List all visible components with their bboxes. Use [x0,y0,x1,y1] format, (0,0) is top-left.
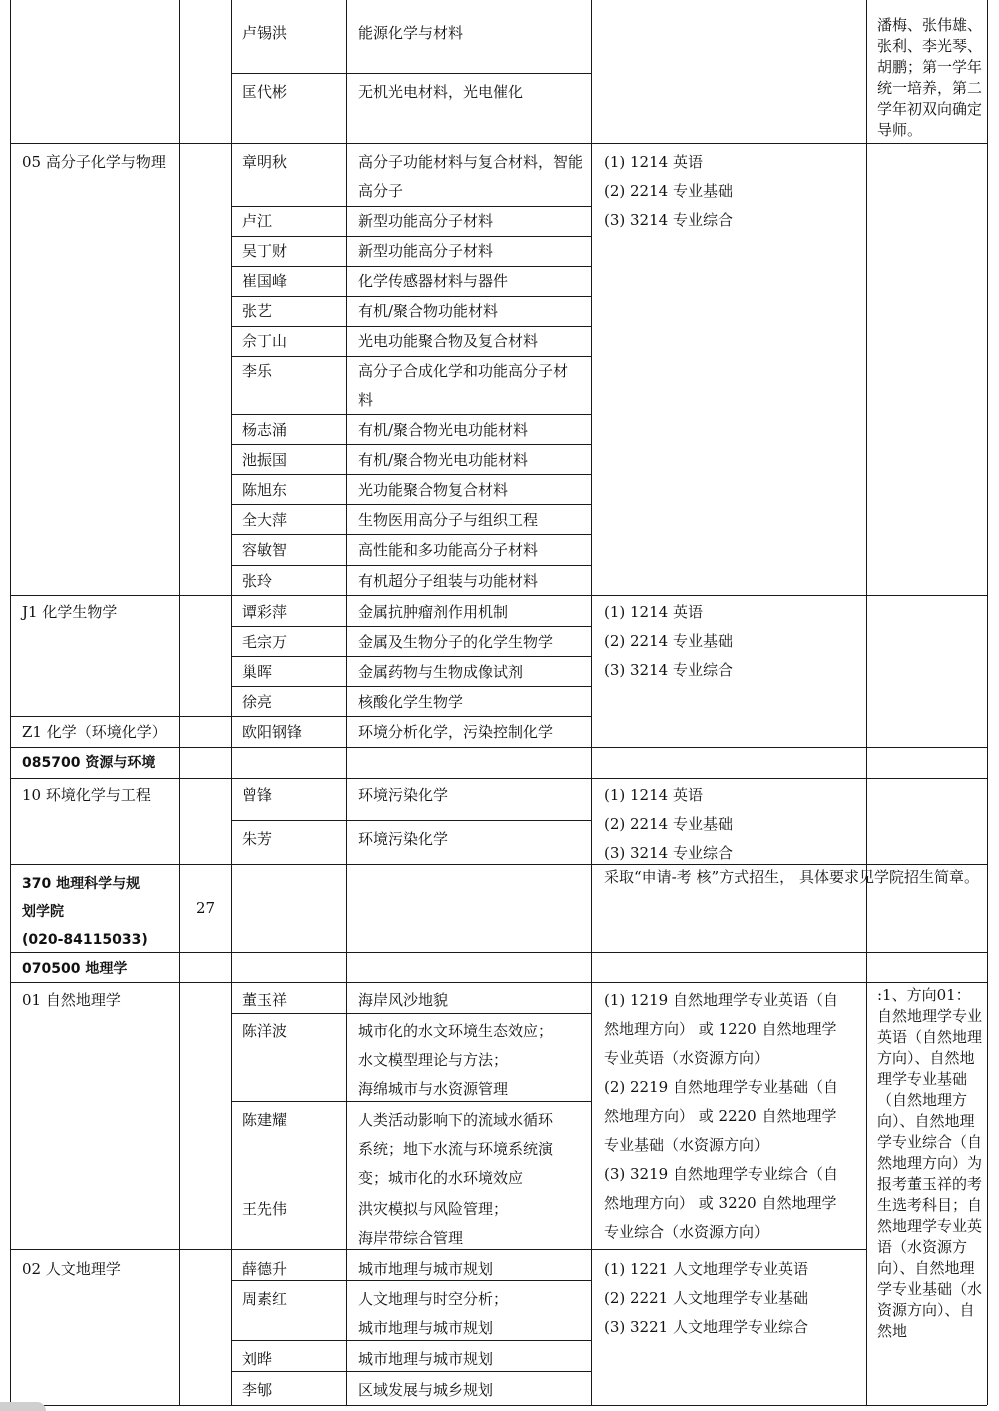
teacher-name: 容敏智 [242,541,288,559]
col-line-major-left [10,0,11,1405]
exam-subject: (1) 1214 英语 [604,603,703,621]
teacher-name: 周素红 [242,1290,288,1308]
school-name-line: 370 地理科学与规 [22,876,141,892]
research-direction-line: 系统；地下水流与环境系统演 [358,1140,554,1158]
research-direction: 环境污染化学 [358,830,449,848]
teacher-name: 谭彩萍 [242,603,288,621]
teacher-name: 池振国 [242,451,288,469]
row-line [10,747,987,748]
research-direction: 核酸化学生物学 [358,693,464,711]
teacher-name: 曾锋 [242,786,273,804]
remark-note: 潘梅、张伟雄、张利、李光琴、胡鹏；第一学年统一培养，第二学年初双向确定导师。 [877,16,983,139]
teacher-name: 欧阳钢锋 [242,723,303,741]
major-name: 01 自然地理学 [22,991,121,1009]
teacher-name: 陈旭东 [242,481,288,499]
research-direction: 金属及生物分子的化学生物学 [358,633,554,651]
school-name-line: 划学院 [22,904,64,920]
exam-subject-line: (2) 2219 自然地理学专业基础（自 [604,1078,838,1096]
teacher-name: 王先伟 [242,1200,288,1218]
row-line [10,778,987,779]
research-direction-line: 海绵城市与水资源管理 [358,1080,509,1098]
research-direction: 新型功能高分子材料 [358,212,494,230]
major-name: Z1 化学（环境化学） [22,723,167,741]
research-direction: 海岸风沙地貌 [358,991,449,1009]
teacher-name: 李郇 [242,1381,273,1399]
major-name: J1 化学生物学 [22,603,118,621]
exam-subject: (1) 1214 英语 [604,786,703,804]
research-direction: 化学传感器材料与器件 [358,272,509,290]
research-direction: 区域发展与城乡规划 [358,1381,494,1399]
col-line-right [987,0,988,1405]
teacher-name: 卢江 [242,212,273,230]
teacher-name: 卢锡洪 [242,24,288,42]
research-direction: 有机/聚合物功能材料 [358,302,499,320]
teacher-name: 章明秋 [242,153,288,171]
teacher-row-line [231,820,591,821]
teacher-name: 巢晖 [242,663,273,681]
exam-subject-line: 然地理方向） 或 2220 自然地理学 [604,1107,837,1125]
teacher-name: 薛德升 [242,1260,288,1278]
teacher-name: 董玉祥 [242,991,288,1009]
teacher-name: 徐亮 [242,693,273,711]
discipline-heading: 085700 资源与环境 [22,755,156,771]
teacher-name: 匡代彬 [242,83,288,101]
exam-subject-line: (3) 3219 自然地理学专业综合（自 [604,1165,838,1183]
research-direction: 新型功能高分子材料 [358,242,494,260]
teacher-name: 刘晔 [242,1350,273,1368]
research-direction: 环境分析化学，污染控制化学 [358,723,554,741]
research-direction: 环境污染化学 [358,786,449,804]
teacher-name: 李乐 [242,362,273,380]
research-direction: 城市地理与城市规划 [358,1350,494,1368]
research-direction: 光功能聚合物复合材料 [358,481,509,499]
exam-note: 采取“申请-考 核”方式招生， 具体要求见学院招生简章。 [604,868,979,886]
research-direction: 生物医用高分子与组织工程 [358,511,539,529]
research-direction-line: 变；城市化的水环境效应 [358,1169,524,1187]
research-direction: 能源化学与材料 [358,24,464,42]
exam-subject: (3) 3214 专业综合 [604,661,733,679]
research-direction-line: 城市化的水文环境生态效应； [358,1022,554,1040]
research-direction: 高分子功能材料与复合材料，智能高分子 [358,153,584,200]
research-direction: 有机/聚合物光电功能材料 [358,421,529,439]
exam-subject: (1) 1221 人文地理学专业英语 [604,1260,808,1278]
major-name: 10 环境化学与工程 [22,786,151,804]
teacher-name: 毛宗万 [242,633,288,651]
exam-subject: (2) 2214 专业基础 [604,182,733,200]
exam-subject-line: 专业基础（水资源方向） [604,1136,770,1154]
research-direction-line: 洪灾模拟与风险管理； [358,1200,509,1218]
research-direction: 无机光电材料，光电催化 [358,83,524,101]
teacher-row-line [231,565,591,566]
research-direction-line: 人类活动影响下的流域水循环 [358,1111,554,1129]
research-direction: 金属药物与生物成像试剂 [358,663,524,681]
school-phone: (020-84115033) [22,932,148,948]
col-line-note-left [866,0,867,1405]
teacher-name: 佘丁山 [242,332,288,350]
col-line-exam-left [591,0,592,1405]
row-line [10,1405,987,1406]
research-direction-line: 人文地理与时空分析； [358,1290,509,1308]
exam-subject-line: 然地理方向） 或 1220 自然地理学 [604,1020,837,1038]
research-direction: 有机超分子组装与功能材料 [358,572,539,590]
page-corner-shadow [0,1402,46,1411]
major-name: 05 高分子化学与物理 [22,153,166,171]
teacher-name: 崔国峰 [242,272,288,290]
teacher-name: 张玲 [242,572,273,590]
row-line [10,143,987,144]
exam-subject-line: 专业综合（水资源方向） [604,1223,770,1241]
teacher-name: 吴丁财 [242,242,288,260]
col-line-teacher-right [346,0,347,1405]
exam-subject: (3) 3214 专业综合 [604,844,733,862]
research-direction-line: 水文模型理论与方法； [358,1051,509,1069]
research-direction: 高分子合成化学和功能高分子材料 [358,362,569,409]
row-line [10,952,987,953]
research-direction-line: 海岸带综合管理 [358,1229,464,1247]
exam-subject: (1) 1214 英语 [604,153,703,171]
teacher-name: 陈洋波 [242,1022,288,1040]
exam-subject: (2) 2221 人文地理学专业基础 [604,1289,808,1307]
col-line-teacher-left [231,0,232,1405]
teacher-name: 朱芳 [242,830,273,848]
research-direction-line: 城市地理与城市规划 [358,1319,494,1337]
teacher-name: 张艺 [242,302,273,320]
teacher-name: 杨志涌 [242,421,288,439]
major-name: 02 人文地理学 [22,1260,121,1278]
row-line [10,716,591,717]
exam-subject: (2) 2214 专业基础 [604,632,733,650]
remark-note: :1、方向01：自然地理学专业英语（自然地理方向）、自然地理学专业基础（自然地理方向）、自然地理学专业综合（自然地理方向）为报考董玉祥的考生选考科目；自然地理学专业英语（水资源方向）、自然地理学专业基础（水资源方向）、自然地 [877,986,983,1340]
teacher-name: 陈建耀 [242,1111,288,1129]
exam-subject-line: 然地理方向） 或 3220 自然地理学 [604,1194,837,1212]
exam-subject: (3) 3221 人文地理学专业综合 [604,1318,808,1336]
exam-subject: (3) 3214 专业综合 [604,211,733,229]
exam-subject: (2) 2214 专业基础 [604,815,733,833]
research-direction: 金属抗肿瘤剂作用机制 [358,603,509,621]
research-direction: 有机/聚合物光电功能材料 [358,451,529,469]
teacher-name: 全大萍 [242,511,288,529]
exam-subject-line: 专业英语（水资源方向） [604,1049,770,1067]
research-direction: 高性能和多功能高分子材料 [358,541,539,559]
row-line [10,864,987,865]
teacher-row-line [231,73,591,74]
discipline-heading: 070500 地理学 [22,961,128,977]
col-line-major-right [179,0,180,1405]
row-line [10,982,987,983]
research-direction: 光电功能聚合物及复合材料 [358,332,539,350]
enrollment-quota: 27 [196,899,216,917]
research-direction: 城市地理与城市规划 [358,1260,494,1278]
exam-subject-line: (1) 1219 自然地理学专业英语（自 [604,991,838,1009]
